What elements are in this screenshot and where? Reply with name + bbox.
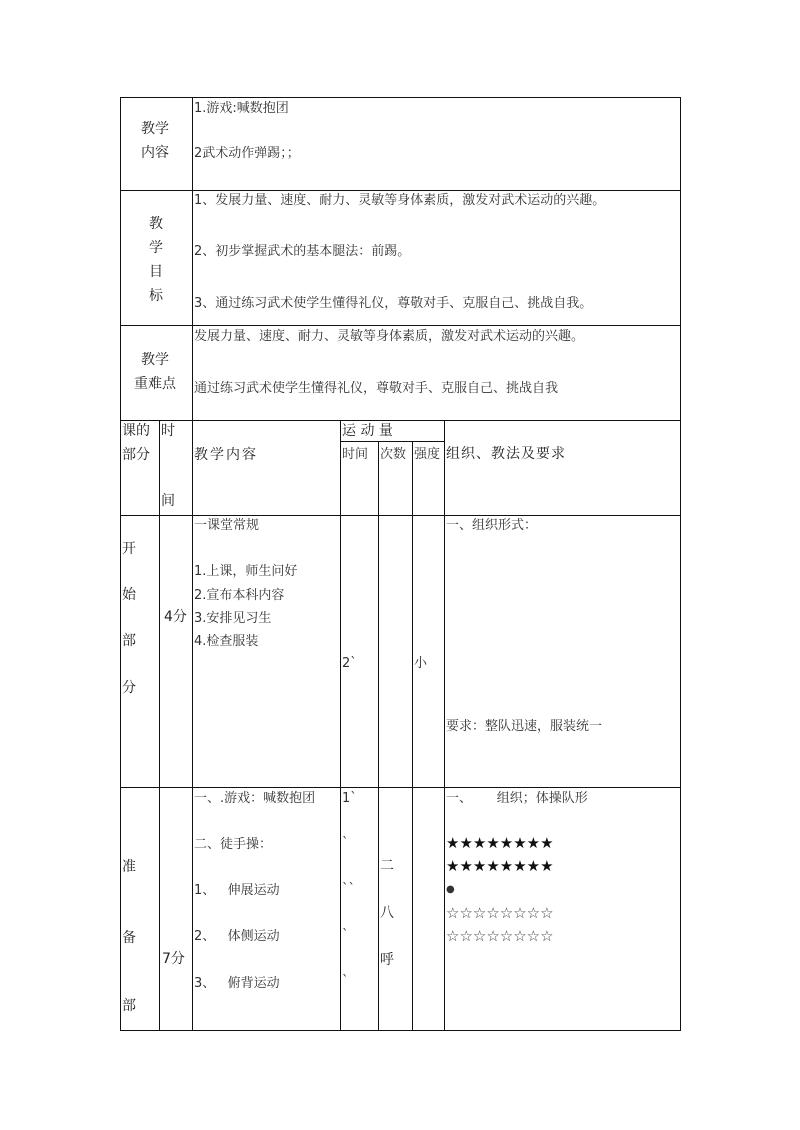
prep-load-time-mark-5: `	[342, 974, 349, 989]
prep-load-time-mark-1: 1`	[342, 791, 357, 806]
time-col-divider	[192, 420, 193, 1031]
goals-label-char-4: 标	[149, 288, 163, 304]
row-divider-4	[120, 515, 681, 516]
table-border-bottom	[120, 1030, 681, 1031]
prep-load-count-char-1: 二	[380, 858, 394, 874]
prep-load-time-mark-4: `	[342, 928, 349, 943]
prep-content-line-4: 2、 体侧运动	[194, 929, 280, 944]
prep-load-count-char-2: 八	[380, 905, 394, 921]
header-time-char1: 时	[161, 423, 175, 439]
formation-filled-row-1: ★★★★★★★★	[446, 834, 554, 852]
prep-part-char-2: 备	[122, 930, 136, 946]
header-load-time: 时间	[342, 447, 369, 462]
header-load: 运 动 量	[342, 423, 393, 439]
goals-label-char-3: 目	[149, 264, 163, 280]
start-part-char-1: 开	[122, 541, 136, 557]
header-content: 教学内容	[194, 447, 258, 463]
prep-load-count-char-3: 呼	[380, 952, 394, 968]
content-col-divider	[340, 420, 341, 1031]
table-border-left	[120, 97, 121, 1031]
content-line-1: 1.游戏:喊数抱团	[194, 101, 289, 116]
key-label-line2: 重难点	[134, 376, 176, 392]
start-duration: 4分	[164, 609, 187, 625]
prep-org-line-1: 一、 组织；体操队形	[446, 791, 588, 806]
content-line-2: 2武术动作弹踢；；	[194, 146, 300, 161]
start-content-line-1: 一课堂常规	[194, 518, 260, 533]
header-load-count: 次数	[380, 447, 407, 462]
load-time-col-divider	[378, 441, 379, 1031]
start-part-char-3: 部	[122, 633, 136, 649]
formation-filled-row-2: ★★★★★★★★	[446, 857, 554, 875]
content-label-line2: 内容	[141, 145, 169, 161]
start-part-char-4: 分	[122, 680, 136, 696]
goals-line-1: 1、发展力量、速度、耐力、灵敏等身体素质，激发对武术运动的兴趣。	[194, 193, 606, 208]
prep-content-line-1: 一、.游戏：喊数抱团	[194, 791, 316, 806]
part-col-divider	[159, 420, 160, 1031]
prep-load-time-mark-3: ``	[342, 882, 355, 897]
row-divider-1	[120, 190, 681, 191]
start-part-char-2: 始	[122, 587, 136, 603]
start-load-time: 2`	[342, 656, 357, 671]
start-load-intensity: 小	[414, 656, 428, 671]
row-divider-5	[120, 787, 681, 788]
prep-content-line-5: 3、 俯背运动	[194, 976, 280, 991]
prep-duration: 7分	[162, 951, 185, 967]
table-border-top	[120, 97, 681, 98]
table-border-right	[680, 97, 681, 1031]
goals-label-char-2: 学	[149, 240, 163, 256]
prep-part-char-3: 部	[122, 998, 136, 1014]
label-col-divider	[192, 97, 193, 421]
goals-label-char-1: 教	[149, 216, 163, 232]
start-org-line-1: 一、组织形式：	[446, 518, 538, 533]
load-count-col-divider	[412, 441, 413, 1031]
key-line-1: 发展力量、速度、耐力、灵敏等身体素质，激发对武术运动的兴趣。	[194, 329, 585, 344]
header-org: 组织、教法及要求	[446, 446, 566, 462]
start-content-line-3: 2.宣布本科内容	[194, 588, 285, 603]
prep-load-time-mark-2: `	[342, 836, 349, 851]
content-label-line1: 教学	[141, 121, 169, 137]
key-line-2: 通过练习武术使学生懂得礼仪，尊敬对手、克服自己、挑战自我	[194, 381, 559, 396]
formation-hollow-row-2: ☆☆☆☆☆☆☆☆	[446, 927, 554, 945]
header-part-line1: 课的	[122, 423, 150, 439]
formation-teacher-dot: ●	[446, 884, 455, 895]
header-load-intensity: 强度	[414, 447, 441, 462]
prep-part-char-1: 准	[122, 859, 136, 875]
prep-content-line-3: 1、 伸展运动	[194, 883, 280, 898]
key-label-line1: 教学	[141, 352, 169, 368]
start-content-line-2: 1.上课，师生问好	[194, 564, 298, 579]
start-org-requirement: 要求：整队迅速，服装统一	[446, 719, 603, 734]
formation-hollow-row-1: ☆☆☆☆☆☆☆☆	[446, 904, 554, 922]
row-divider-2	[120, 325, 681, 326]
header-time-char2: 间	[161, 493, 175, 509]
goals-line-3: 3、通过练习武术使学生懂得礼仪，尊敬对手、克服自己、挑战自我。	[194, 296, 593, 311]
goals-line-2: 2、初步掌握武术的基本腿法：前踢。	[194, 244, 411, 259]
load-subheader-divider	[340, 441, 444, 442]
header-part-line2: 部分	[122, 447, 150, 463]
start-content-line-4: 3.安排见习生	[194, 611, 272, 626]
start-content-line-5: 4.检查服装	[194, 634, 259, 649]
row-divider-3	[120, 420, 681, 421]
load-intensity-col-divider	[444, 420, 445, 1031]
prep-content-line-2: 二、徒手操：	[194, 837, 273, 852]
